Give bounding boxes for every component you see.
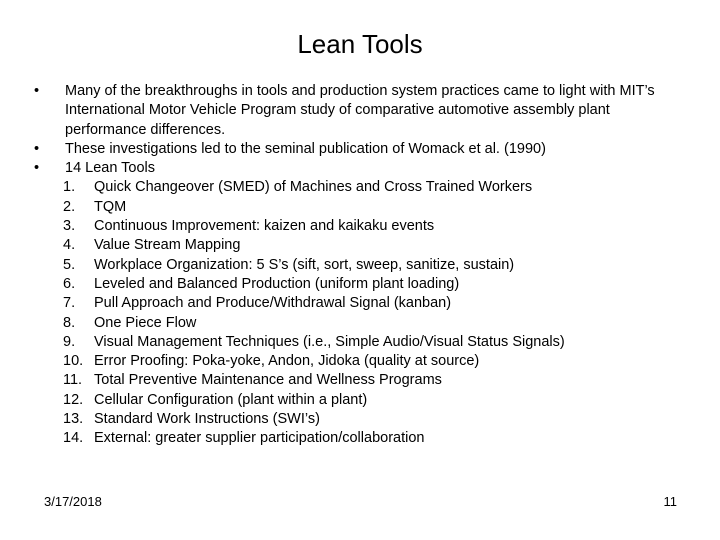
bullet-text: 14 Lean Tools [65,160,156,177]
list-text: Value Stream Mapping [94,237,241,254]
list-number: 9. [63,333,76,350]
list-number: 8. [63,314,76,331]
list-item [34,410,694,429]
list-text: Continuous Improvement: kaizen and kaikaku events [94,218,435,235]
list-item [34,333,694,352]
page-number: 11 [663,494,677,509]
list-number: 2. [63,198,76,215]
list-text: Workplace Organization: 5 S’s (sift, sort, sweep, sanitize, sustain) [94,256,515,273]
list-number: 13. [63,411,84,428]
list-item [34,314,694,333]
list-number: 4. [63,237,76,254]
list-number: 3. [63,218,76,235]
bullet-icon: • [34,83,40,99]
lean-tools-list [34,178,694,448]
list-item [34,217,694,236]
list-item [34,236,694,255]
list-number: 14. [63,430,84,447]
list-item [34,294,694,313]
slide-content [34,82,694,449]
list-number: 10. [63,353,84,370]
list-text: Leveled and Balanced Production (uniform plant loading) [94,275,460,292]
list-text: Quick Changeover (SMED) of Machines and Cross Trained Workers [94,179,533,196]
list-number: 12. [63,391,84,408]
list-item [34,256,694,275]
list-item [34,275,694,294]
list-text: External: greater supplier participation/collaboration [94,430,425,447]
list-number: 6. [63,275,76,292]
list-item [34,178,694,197]
bullet-text: Many of the breakthroughs in tools and production system practices came to light with MIT’s International Motor Vehicle Program study of comparative automotive assembly plant performance differences. [65,83,655,138]
list-text: Error Proofing: Poka-yoke, Andon, Jidoka (quality at source) [94,353,480,370]
bullet-text: These investigations led to the seminal publication of Womack et al. (1990) [65,140,546,157]
list-text: Visual Management Techniques (i.e., Simple Audio/Visual Status Signals) [94,333,565,350]
bullet-icon: • [34,160,40,177]
list-item [34,429,694,448]
list-text: Cellular Configuration (plant within a plant) [94,391,368,408]
footer-date: 3/17/2018 [44,494,102,509]
bullet-item [34,140,694,159]
list-item [34,352,694,371]
list-item [34,391,694,410]
list-text: Standard Work Instructions (SWI’s) [94,411,320,428]
slide-title: Lean Tools [297,29,423,59]
list-text: TQM [94,198,127,215]
bullet-item [34,82,694,140]
bullet-item [34,159,694,178]
list-text: One Piece Flow [94,314,197,331]
list-item [34,198,694,217]
list-text: Total Preventive Maintenance and Wellness Programs [94,372,442,389]
list-item [34,371,694,390]
list-text: Pull Approach and Produce/Withdrawal Signal (kanban) [94,295,452,312]
list-number: 5. [63,256,76,273]
list-number: 7. [63,295,76,312]
bullet-icon: • [34,140,40,157]
list-number: 1. [63,179,76,196]
list-number: 11. [63,372,83,389]
